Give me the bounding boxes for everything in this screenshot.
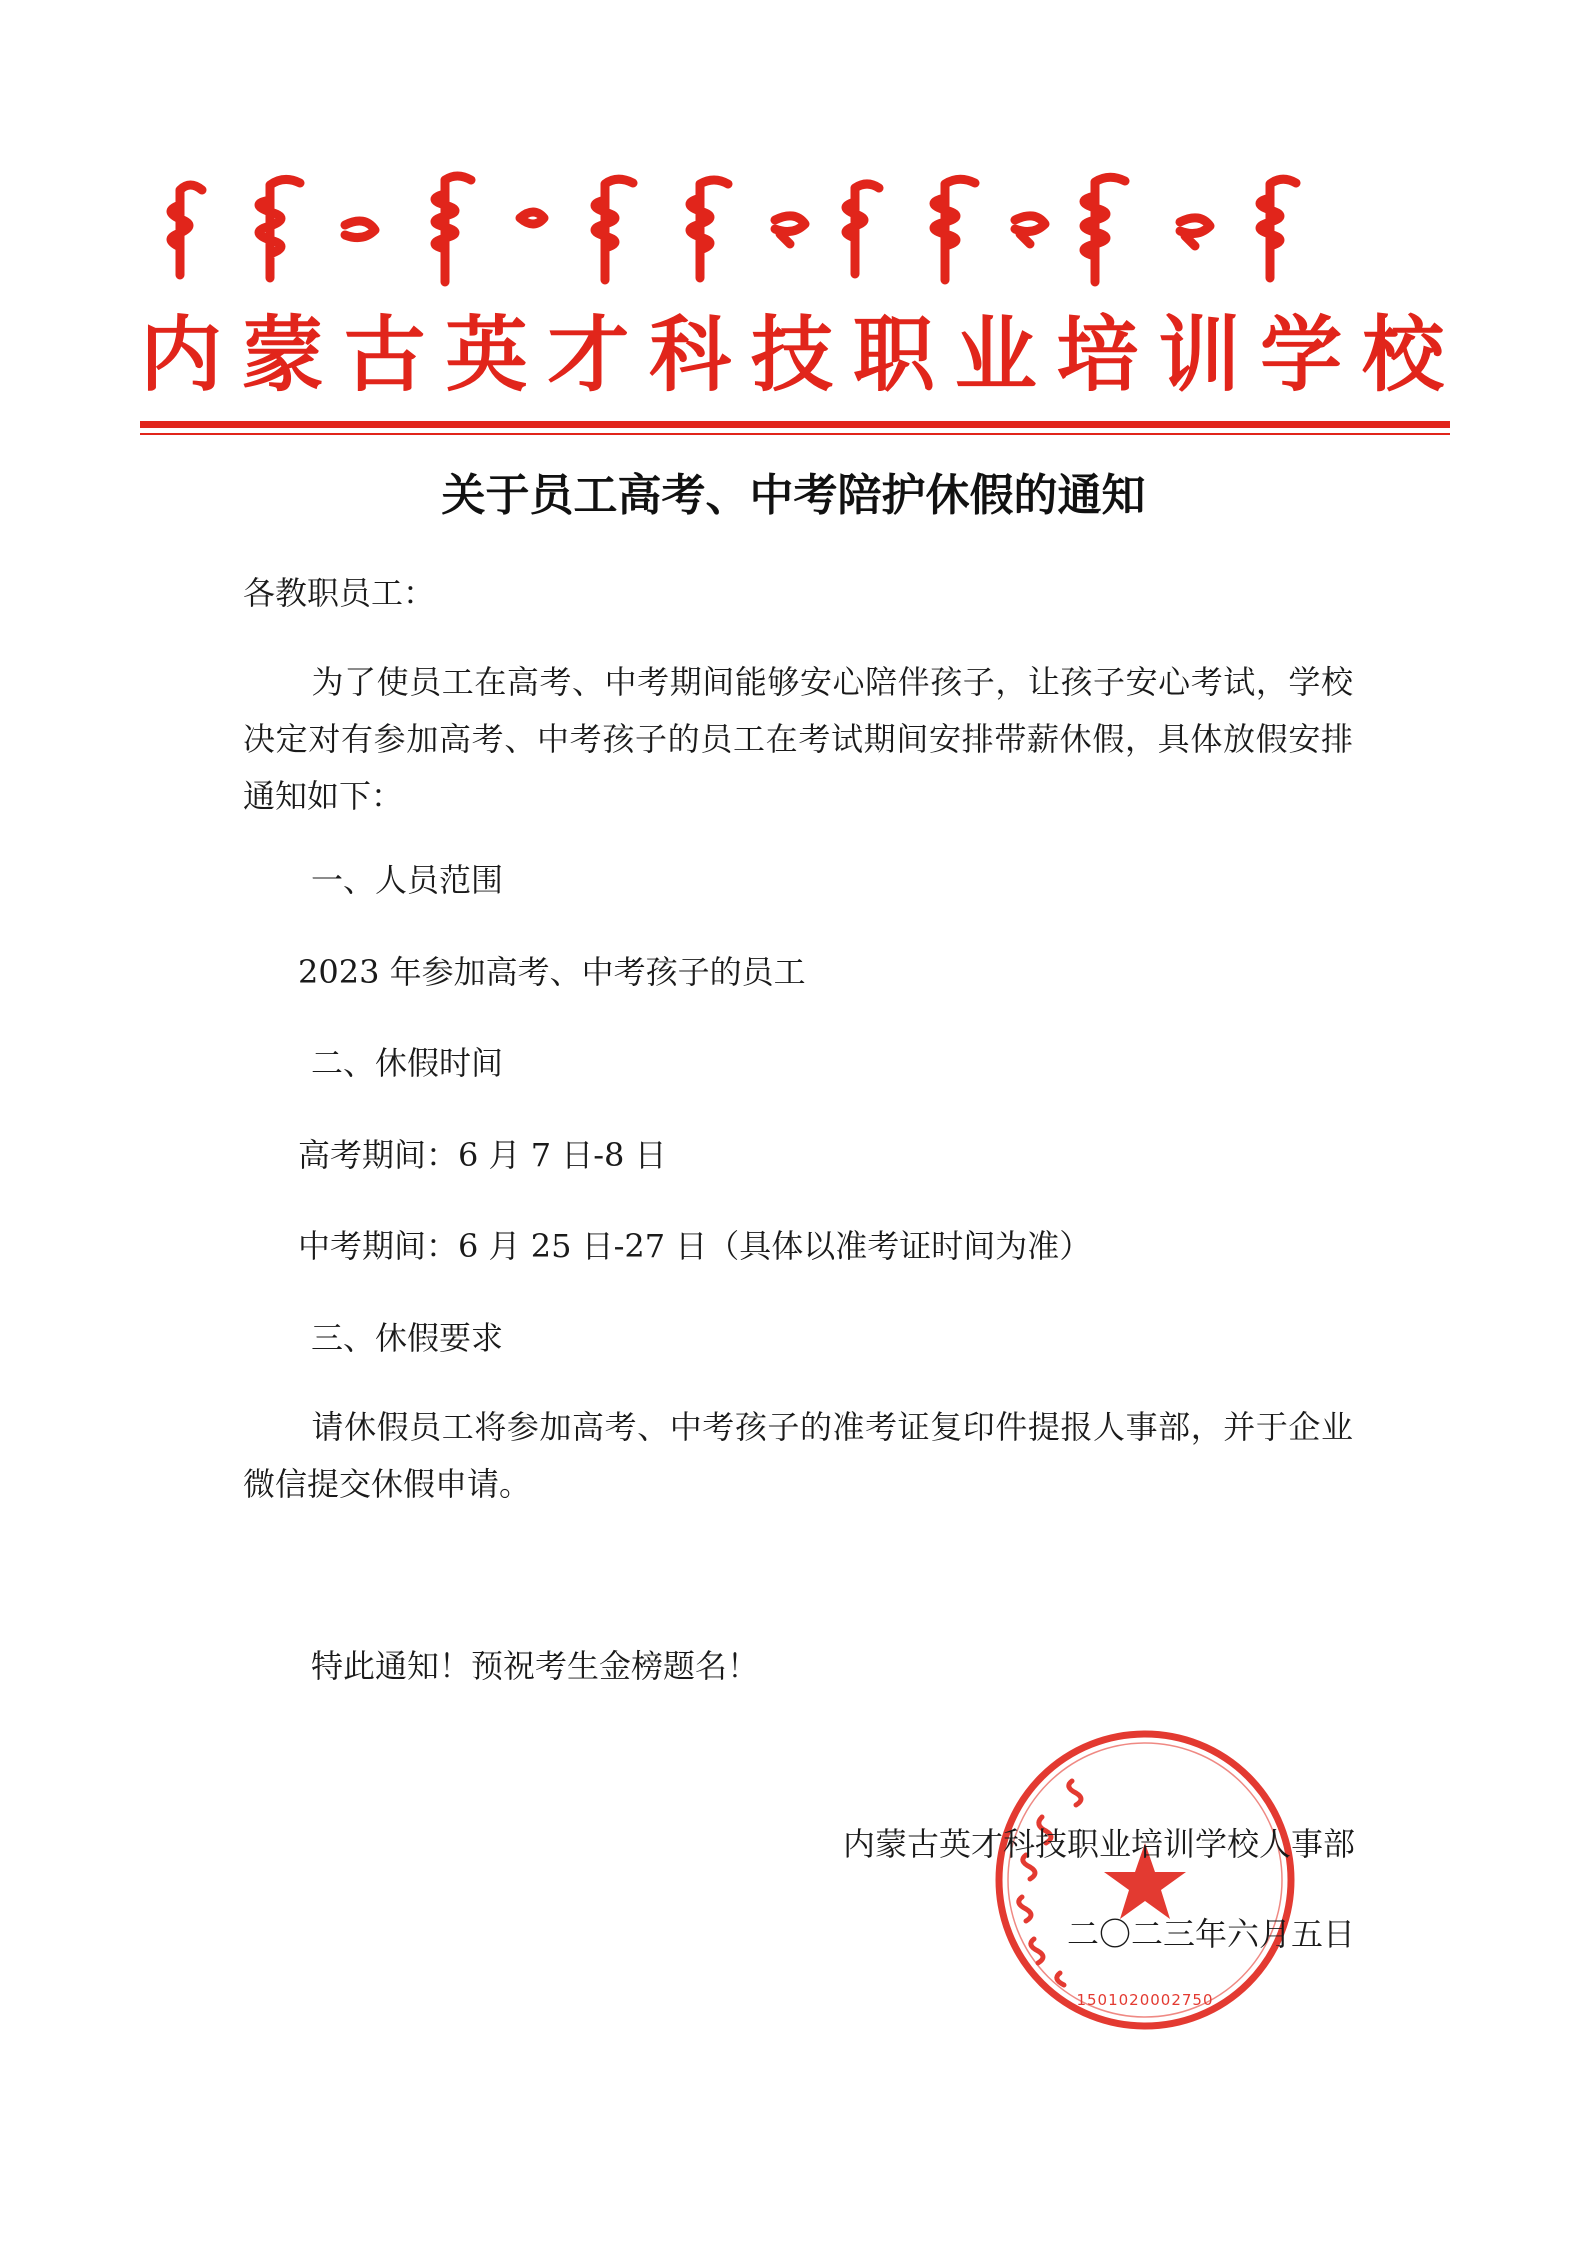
intro-paragraph [243, 654, 1353, 825]
section3-heading: 三、休假要求 [311, 1319, 504, 1357]
section1-heading: 一、人员范围 [311, 861, 504, 899]
gaokao-period: 高考期间：6 月 7 日-8 日 [298, 1136, 667, 1174]
official-seal [990, 1725, 1300, 2035]
section3-body [243, 1399, 1353, 1513]
seal-code: 1501020002750 [1076, 1991, 1214, 2009]
letterhead [0, 0, 1587, 450]
letterhead-rule-thick [140, 421, 1450, 428]
department-signature: 内蒙古英才科技职业培训学校人事部 [842, 1825, 1355, 1863]
salutation: 各教职员工： [243, 574, 436, 612]
section1-body: 2023 年参加高考、中考孩子的员工 [298, 953, 806, 991]
mongolian-script-school-name [140, 170, 1440, 290]
section3-text: 请休假员工将参加高考、中考孩子的准考证复印件提报人事部，并于企业微信提交休假申请。 [243, 1408, 1353, 1503]
letterhead-rule-thin [140, 433, 1450, 435]
intro-text: 为了使员工在高考、中考期间能够安心陪伴孩子，让孩子安心考试，学校决定对有参加高考、中考孩子的员工在考试期间安排带薪休假，具体放假安排通知如下： [243, 663, 1353, 815]
school-name-heading: 内蒙古英才科技职业培训学校 [140, 308, 1450, 403]
signature-date: 二〇二三年六月五日 [1066, 1915, 1355, 1953]
notice-title: 关于员工高考、中考陪护休假的通知 [441, 470, 1146, 521]
section2-heading: 二、休假时间 [311, 1044, 504, 1082]
zhongkao-period: 中考期间：6 月 25 日-27 日（具体以准考证时间为准） [298, 1227, 1092, 1265]
closing-line: 特此通知！预祝考生金榜题名！ [311, 1647, 760, 1685]
